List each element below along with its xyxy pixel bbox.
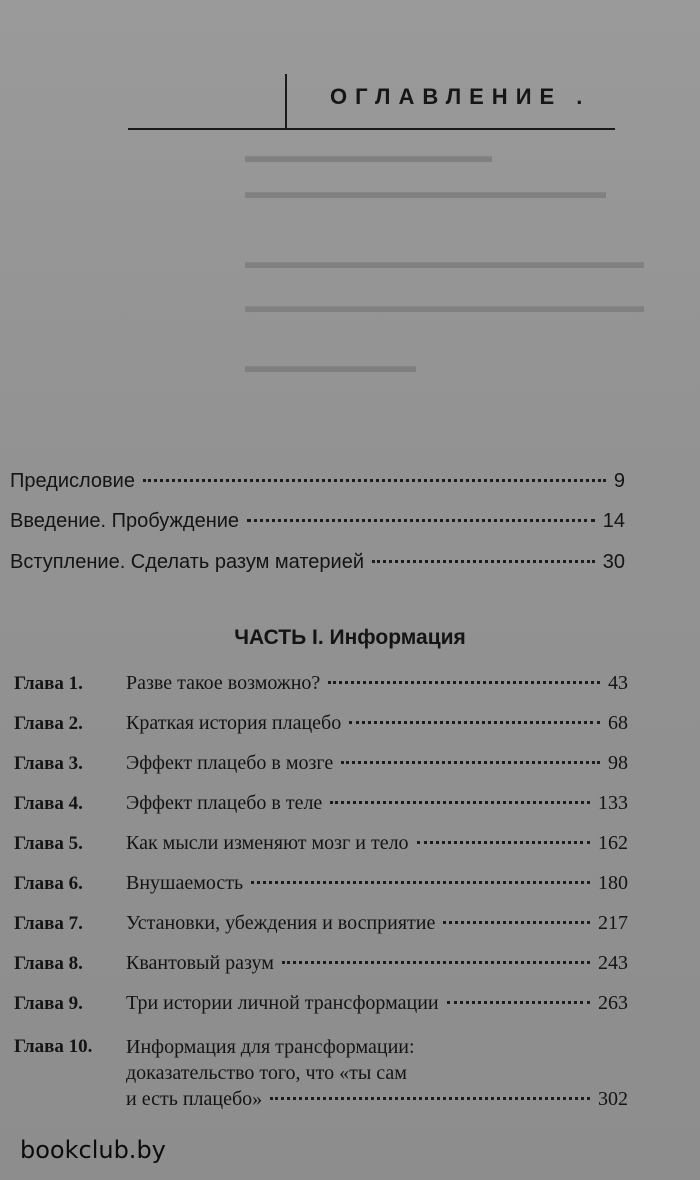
bleed-through-text: ▬▬▬▬▬▬▬▬▬▬▬▬▬▬▬▬▬▬▬▬▬ (245, 296, 644, 317)
dot-leader (143, 479, 606, 482)
bleed-through-text: ▬▬▬▬▬▬▬▬▬▬▬▬▬▬▬▬▬▬▬ (245, 182, 606, 203)
chapter-label: Глава 9. (14, 993, 83, 1014)
chapter-title: Эффект плацебо в теле (126, 792, 323, 814)
dot-leader (341, 761, 600, 764)
dot-leader (330, 801, 590, 804)
chapter-page: 98 (608, 752, 628, 774)
dot-leader (417, 841, 590, 844)
chapter-title: Краткая история плацебо (126, 712, 342, 734)
toc-entry-page: 9 (613, 470, 625, 492)
header-rule (128, 128, 615, 130)
chapter-entry (14, 912, 628, 942)
part-heading: ЧАСТЬ I. Информация (234, 626, 466, 649)
chapter-entry (14, 712, 628, 742)
chapter-title: Квантовый разум (126, 952, 274, 974)
chapter-title: Внушаемость (126, 872, 244, 894)
chapter-label: Глава 7. (14, 913, 83, 934)
dot-leader (349, 721, 600, 724)
chapter-title: Разве такое возможно? (126, 672, 321, 694)
toc-entry-title: Предисловие (10, 470, 135, 492)
chapter-label: Глава 2. (14, 713, 83, 734)
chapter-title-last-line (126, 1088, 628, 1111)
watermark: bookclub.by (20, 1136, 166, 1164)
chapter-title-line: и есть плацебо» (126, 1088, 263, 1110)
chapter-title-line: доказательство того, что «ты сам (126, 1062, 407, 1084)
chapter-title: Как мысли изменяют мозг и тело (126, 832, 409, 854)
toc-entry-page: 14 (602, 510, 625, 532)
page-title: ОГЛАВЛЕНИЕ . (330, 84, 591, 109)
toc-entry-title: Вступление. Сделать разум материей (10, 551, 364, 573)
dot-leader (282, 961, 590, 964)
chapter-page: 243 (598, 952, 628, 974)
chapter-label: Глава 3. (14, 753, 83, 774)
chapter-entry (14, 672, 628, 702)
chapter-entry (14, 872, 628, 902)
chapter-title: Три истории личной трансформации (126, 992, 439, 1014)
chapter-entry (14, 752, 628, 782)
toc-entry (10, 470, 625, 500)
bleed-through-text: ▬▬▬▬▬▬▬▬▬▬▬▬▬ (245, 146, 492, 167)
chapter-page: 263 (598, 992, 628, 1014)
chapter-label: Глава 4. (14, 793, 83, 814)
dot-leader (247, 519, 595, 522)
chapter-entry (14, 952, 628, 982)
dot-leader (328, 681, 600, 684)
chapter-label: Глава 10. (14, 1036, 93, 1057)
toc-entry-page: 30 (602, 551, 625, 573)
chapter-title: Установки, убеждения и восприятие (126, 912, 436, 934)
chapter-entry (14, 832, 628, 862)
chapter-entry (14, 992, 628, 1022)
chapter-page: 68 (608, 712, 628, 734)
toc-entry (10, 510, 625, 540)
dot-leader (270, 1097, 590, 1100)
chapter-page: 217 (598, 912, 628, 934)
chapter-label: Глава 6. (14, 873, 83, 894)
dot-leader (443, 921, 590, 924)
chapter-label: Глава 1. (14, 673, 83, 694)
chapter-title-line: Информация для трансформации: (126, 1036, 415, 1058)
chapter-page: 162 (598, 832, 628, 854)
bleed-through-text: ▬▬▬▬▬▬▬▬▬ (245, 356, 416, 377)
chapter-label: Глава 5. (14, 833, 83, 854)
chapter-entry (14, 792, 628, 822)
chapter-page: 302 (598, 1088, 628, 1110)
chapter-title: Эффект плацебо в мозге (126, 752, 334, 774)
chapter-label: Глава 8. (14, 953, 83, 974)
chapter-page: 43 (608, 672, 628, 694)
dot-leader (372, 560, 595, 563)
dot-leader (447, 1001, 590, 1004)
toc-entry (10, 551, 625, 581)
dot-leader (251, 881, 590, 884)
chapter-page: 180 (598, 872, 628, 894)
toc-entry-title: Введение. Пробуждение (10, 510, 240, 532)
bleed-through-text: ▬▬▬▬▬▬▬▬▬▬▬▬▬▬▬▬▬▬▬▬▬ (245, 252, 644, 273)
header-vertical-rule (285, 74, 287, 130)
chapter-page: 133 (598, 792, 628, 814)
